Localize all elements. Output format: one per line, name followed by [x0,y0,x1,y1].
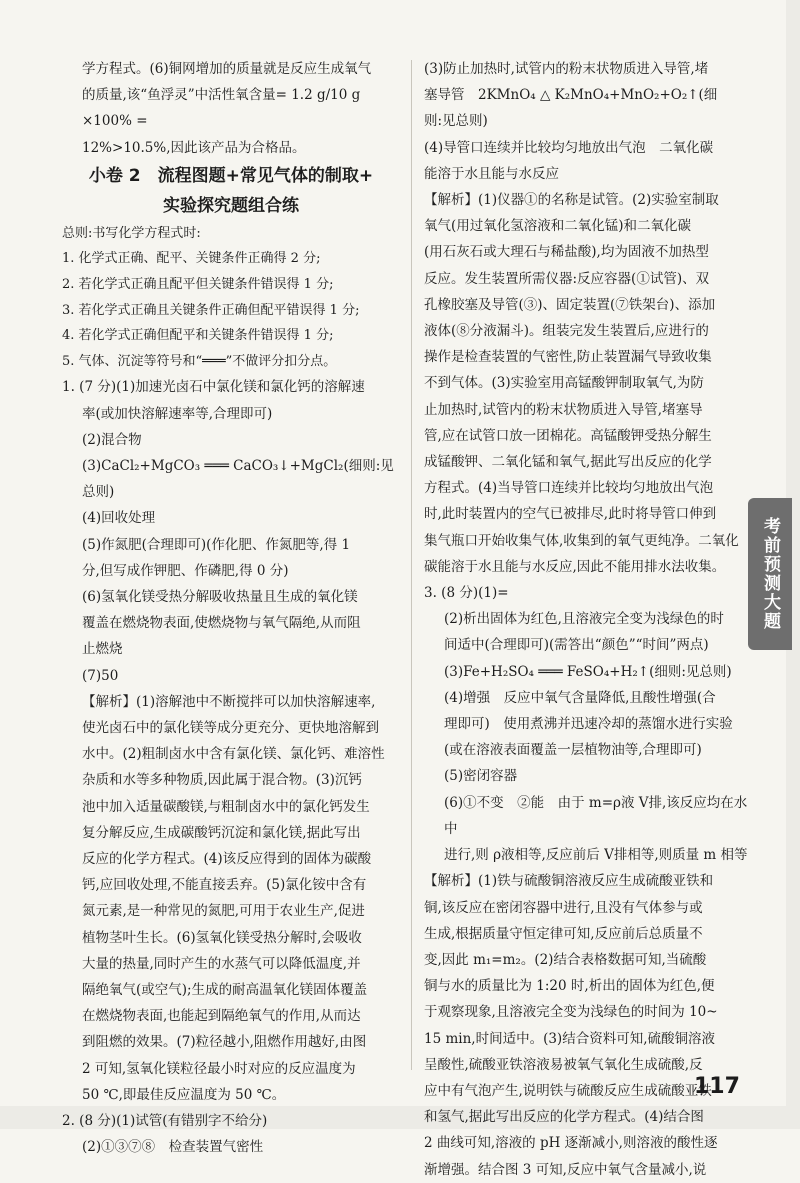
answer-line: 能溶于水且能与水反应 [424,165,559,182]
question-3-line: 3. (8 分)(1)= [424,585,509,602]
answer-line: 分,但写成作钾肥、作磷肥,得 0 分) [82,562,289,579]
analysis-line: 液体(⑧分液漏斗)。组装完发生装置后,应进行的 [424,323,709,340]
analysis-line: 铜,该反应在密闭容器中进行,且没有气体参与或 [424,899,703,916]
analysis-line: 2 可知,氢氧化镁粒径最小时对应的反应温度为 [82,1060,356,1077]
analysis-line: 生成,根据质量守恒定律可知,反应前后总质量不 [424,925,703,942]
analysis-line: 【解析】(1)铁与硫酸铜溶液反应生成硫酸亚铁和 [424,873,714,890]
analysis-line: 孔橡胶塞及导管(③)、固定装置(⑦铁架台)、添加 [424,296,716,313]
analysis-line: 成锰酸钾、二氧化锰和氧气,据此写出反应的化学 [424,454,712,471]
analysis-line: 植物茎叶生长。(6)氢氧化镁受热分解时,会吸收 [82,929,362,946]
answer-line: 止燃烧 [82,641,123,658]
rule-heading: 总则:书写化学方程式时: [62,225,201,241]
analysis-line: 大量的热量,同时产生的水蒸气可以降低温度,并 [82,955,361,972]
analysis-line: 集气瓶口开始收集气体,收集到的氧气更纯净。二氧化 [424,532,739,549]
section-title: 小卷 2 流程图题+常见气体的制取+ [88,165,374,186]
answer-line: (3)CaCl₂+MgCO₃ ═══ CaCO₃↓+MgCl₂(细则:见 [82,457,394,474]
answer-line: (5)作氮肥(合理即可)(作化肥、作氮肥等,得 1 [82,536,351,553]
analysis-line: 时,此时装置内的空气已被排尽,此时将导管口伸到 [424,506,717,523]
page-number: 117 [694,1074,740,1099]
answer-line: (4)回收处理 [82,510,156,527]
analysis-line: 50 ℃,即最佳反应温度为 50 ℃。 [82,1086,286,1103]
answer-line: (2)①③⑦⑧ 检查装置气密性 [82,1139,264,1156]
analysis-line: 管,应在试管口放一团棉花。高锰酸钾受热分解生 [424,427,712,444]
analysis-line: 止加热时,试管内的粉末状物质进入导管,堵塞导 [424,401,703,418]
question-2-line: 2. (8 分)(1)试管(有错别字不给分) [62,1113,268,1130]
analysis-line: 应中有气泡产生,说明铁与硫酸反应生成硫酸亚铁 [424,1082,712,1099]
answer-line: 间适中(合理即可)(需答出“颜色”“时间”两点) [444,637,709,654]
rule-item: 5. 气体、沉淀等符号和“═══”不做评分扣分点。 [62,353,337,369]
analysis-line: 反应。发生装置所需仪器:反应容器(①试管)、双 [424,270,710,287]
analysis-line: 15 min,时间适中。(3)结合资料可知,硫酸铜溶液 [424,1030,715,1047]
analysis-line: 隔绝氧气(或空气);生成的耐高温氧化镁固体覆盖 [82,982,368,999]
answer-line: (7)50 [82,667,119,684]
question-1-line: 率(或加快溶解速率等,合理即可) [82,405,273,422]
analysis-line: 池中加入适量碳酸镁,与粗制卤水中的氯化钙发生 [82,798,370,815]
rule-item: 2. 若化学式正确且配平但关键条件错误得 1 分; [62,277,334,292]
answer-line: 则:见总则) [424,113,488,130]
answer-line: (4)导管口连续并比较均匀地放出气泡 二氧化碳 [424,139,714,156]
analysis-line: 氧气(用过氧化氢溶液和二氧化锰)和二氧化碳 [424,218,692,235]
answer-line: (6)①不变 ②能 由于 m=ρ液 V排,该反应均在水中 [444,794,748,837]
answer-line: (6)氢氧化镁受热分解吸收热量且生成的氧化镁 [82,589,358,605]
analysis-line: 【解析】(1)仪器①的名称是试管。(2)实验室制取 [424,192,719,209]
analysis-line: 于观察现象,且溶液完全变为浅绿色的时间为 10~ [424,1004,718,1021]
analysis-line: 渐增强。结合图 3 可知,反应中氧气含量减小,说 [424,1161,707,1178]
analysis-line: 复分解反应,生成碳酸钙沉淀和氯化镁,据此写出 [82,824,361,841]
analysis-line: 在燃烧物表面,也能起到隔绝氧气的作用,从而达 [82,1008,361,1025]
answer-line: (4)增强 反应中氧气含量降低,且酸性增强(合 [444,689,716,706]
analysis-line: 钙,应回收处理,不能直接丢弃。(5)氯化铵中含有 [82,877,367,894]
section-subtitle: 实验探究题组合练 [163,195,299,216]
answer-line: 塞导管 2KMnO₄ △ K₂MnO₄+MnO₂+O₂↑(细 [424,87,718,104]
right-column [424,56,750,1183]
answer-line: (或在溶液表面覆盖一层植物油等,合理即可) [444,742,702,759]
answer-line: 进行,则 ρ液相等,反应前后 V排相等,则质量 m 相等 [444,847,748,864]
rule-item: 4. 若化学式正确但配平和关键条件错误得 1 分; [62,328,334,344]
analysis-line: 变,因此 m₁=m₂。(2)结合表格数据可知,当硫酸 [424,951,707,968]
analysis-line: 反应的化学方程式。(4)该反应得到的固体为碳酸 [82,851,372,868]
rule-item: 3. 若化学式正确且关键条件正确但配平错误得 1 分; [62,302,360,318]
text-line: 12%>10.5%,因此该产品为合格品。 [82,139,306,156]
question-1-line: 1. (7 分)(1)加速光卤石中氯化镁和氯化钙的溶解速 [62,379,365,396]
analysis-line: 操作是检查装置的气密性,防止装置漏气导致收集 [424,349,712,366]
analysis-line: 碳能溶于水且能与水反应,因此不能用排水法收集。 [424,558,726,575]
analysis-line: 呈酸性,硫酸亚铁溶液易被氧气氧化生成硫酸,反 [424,1056,703,1073]
side-tab-label: 考前预测大题 [748,498,792,650]
answer-line: 理即可) 使用煮沸并迅速冷却的蒸馏水进行实验 [444,716,733,733]
analysis-line: 方程式。(4)当导管口连续并比较均匀地放出气泡 [424,480,714,497]
answer-line: (3)Fe+H₂SO₄ ═══ FeSO₄+H₂↑(细则:见总则) [444,663,732,680]
left-column [62,56,400,1160]
answer-line: 覆盖在燃烧物表面,使燃烧物与氧气隔绝,从而阻 [82,615,361,632]
answer-line: (3)防止加热时,试管内的粉末状物质进入导管,堵 [424,61,709,77]
answer-line: 总则) [82,484,115,501]
analysis-line: 2 曲线可知,溶液的 pH 逐渐减小,则溶液的酸性逐 [424,1135,718,1152]
answer-line: (5)密闭容器 [444,768,518,785]
analysis-line: (用石灰石或大理石与稀盐酸),均为固液不加热型 [424,244,709,261]
rule-item: 1. 化学式正确、配平、关键条件正确得 2 分; [62,251,321,267]
analysis-line: 氮元素,是一种常见的氮肥,可用于农业生产,促进 [82,903,365,920]
analysis-line: 到阻燃的效果。(7)粒径越小,阻燃作用越好,由图 [82,1034,367,1051]
text-line: 学方程式。(6)铜网增加的质量就是反应生成氧气 [82,61,372,77]
analysis-line: 和氢气,据此写出反应的化学方程式。(4)结合图 [424,1109,704,1126]
answer-line: (2)析出固体为红色,且溶液完全变为浅绿色的时 [444,611,724,628]
analysis-line: 不到气体。(3)实验室用高锰酸钾制取氧气,为防 [424,375,704,392]
column-divider [411,60,412,1070]
analysis-line: 【解析】(1)溶解池中不断搅拌可以加快溶解速率, [82,693,376,710]
analysis-line: 铜与水的质量比为 1:20 时,析出的固体为红色,便 [424,978,715,995]
analysis-line: 使光卤石中的氯化镁等成分更充分、更快地溶解到 [82,720,379,737]
text-line: 的质量,该“鱼浮灵”中活性氧含量= 1.2 g/10 g ×100% = [82,87,361,130]
analysis-line: 杂质和水等多种物质,因此属于混合物。(3)沉钙 [82,772,362,789]
analysis-line: 水中。(2)粗制卤水中含有氯化镁、氯化钙、难溶性 [82,746,385,763]
answer-line: (2)混合物 [82,431,142,448]
